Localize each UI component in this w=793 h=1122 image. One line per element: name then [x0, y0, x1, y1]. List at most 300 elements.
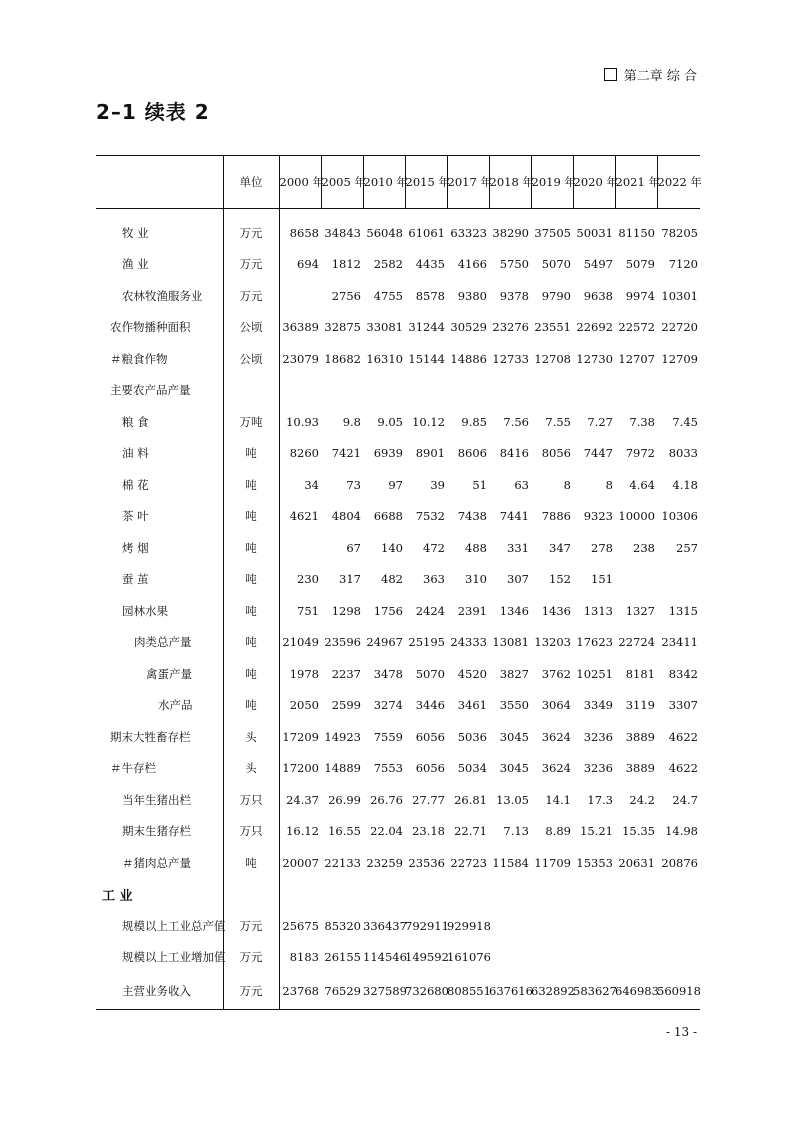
table-cell: 61061 — [408, 225, 445, 240]
table-row — [96, 209, 700, 249]
table-cell — [615, 564, 657, 596]
table-cell: 14.1 — [545, 792, 571, 807]
row-unit: 万元 — [223, 973, 279, 1010]
table-cell: 4622 — [668, 729, 698, 744]
table-cell: 17.3 — [587, 792, 613, 807]
table-row — [96, 816, 700, 848]
table-cell — [321, 375, 363, 407]
table-cell: 13203 — [534, 635, 571, 650]
table-row — [96, 375, 700, 407]
table-cell: 12707 — [618, 351, 655, 366]
table-cell: 14.98 — [665, 824, 698, 839]
table-cell: 11584 — [492, 855, 529, 870]
table-cell: 8606 — [457, 446, 487, 461]
table-row — [96, 627, 700, 659]
table-row — [96, 658, 700, 690]
statistics-table — [96, 155, 700, 1010]
table-cell: 9790 — [541, 288, 571, 303]
table-cell — [447, 879, 489, 911]
header-year: 2021 年 — [615, 156, 657, 209]
table-cell: 646983 — [615, 973, 657, 1010]
table-cell — [657, 375, 700, 407]
row-label: 工 业 — [102, 888, 133, 904]
table-cell — [615, 910, 657, 942]
table-cell — [363, 375, 405, 407]
table-cell: 7120 — [668, 257, 698, 272]
table-row — [96, 280, 700, 312]
table-cell: 76529 — [321, 973, 363, 1010]
row-label: 牧 业 — [122, 225, 149, 240]
table-cell: 278 — [591, 540, 613, 555]
data-table-container — [96, 155, 700, 1010]
table-cell: 4166 — [457, 257, 487, 272]
table-cell: 73 — [346, 477, 361, 492]
table-cell: 363 — [423, 572, 445, 587]
table-cell: 7.13 — [503, 824, 529, 839]
table-cell: 36389 — [282, 320, 319, 335]
row-unit: 吨 — [223, 438, 279, 470]
table-cell: 15353 — [576, 855, 613, 870]
row-label: 水产品 — [158, 698, 193, 713]
table-row — [96, 847, 700, 879]
table-title: 2–1 续表 2 — [96, 100, 210, 124]
row-unit — [223, 879, 279, 911]
row-unit: 吨 — [223, 690, 279, 722]
table-cell: 23259 — [366, 855, 403, 870]
table-cell: 12708 — [534, 351, 571, 366]
table-cell: 2424 — [415, 603, 445, 618]
table-cell: 114546 — [363, 950, 407, 965]
table-cell: 8901 — [415, 446, 445, 461]
row-label: 规模以上工业增加值 — [122, 950, 226, 965]
row-label: 蚕 茧 — [122, 572, 149, 587]
table-cell: 3762 — [541, 666, 571, 681]
table-cell — [657, 879, 700, 911]
table-cell — [531, 375, 573, 407]
row-unit: 吨 — [223, 658, 279, 690]
row-label: 肉类总产量 — [134, 635, 192, 650]
table-cell: 808551 — [447, 973, 489, 1010]
table-cell: 25195 — [408, 635, 445, 650]
table-row — [96, 784, 700, 816]
table-cell: 10.93 — [286, 414, 319, 429]
table-cell: 24.37 — [286, 792, 319, 807]
row-unit: 公顷 — [223, 312, 279, 344]
table-cell: 14923 — [324, 729, 361, 744]
table-cell: 151 — [591, 572, 613, 587]
table-cell: 3307 — [668, 698, 698, 713]
table-cell: 4622 — [668, 761, 698, 776]
table-cell: 12730 — [576, 351, 613, 366]
table-cell: 20876 — [661, 855, 698, 870]
table-cell: 10000 — [618, 509, 655, 524]
table-cell — [363, 879, 405, 911]
table-cell: 3236 — [583, 761, 613, 776]
table-cell: 39 — [430, 477, 445, 492]
table-cell: 34 — [304, 477, 319, 492]
table-cell — [321, 879, 363, 911]
table-cell: 317 — [339, 572, 361, 587]
table-cell: 26155 — [324, 950, 361, 965]
table-cell — [489, 375, 531, 407]
row-label: 茶 叶 — [122, 509, 149, 524]
table-cell: 2582 — [373, 257, 403, 272]
table-cell: 6056 — [415, 761, 445, 776]
header-blank — [96, 156, 223, 209]
table-cell: 238 — [633, 540, 655, 555]
table-cell — [615, 879, 657, 911]
table-cell: 5070 — [541, 257, 571, 272]
row-unit: 万元 — [223, 209, 279, 249]
table-cell: 331 — [507, 540, 529, 555]
row-label: 棉 花 — [122, 477, 149, 492]
table-cell: 4621 — [289, 509, 319, 524]
table-cell: 13081 — [492, 635, 529, 650]
table-cell: 488 — [465, 540, 487, 555]
table-cell: 257 — [676, 540, 698, 555]
table-cell: 56048 — [366, 225, 403, 240]
table-cell: 5750 — [499, 257, 529, 272]
table-cell: 24967 — [366, 635, 403, 650]
table-cell: 8033 — [668, 446, 698, 461]
table-cell: 7559 — [373, 729, 403, 744]
row-unit: 吨 — [223, 595, 279, 627]
header-year: 2020 年 — [573, 156, 615, 209]
table-cell — [531, 942, 573, 974]
row-label: 烤 烟 — [122, 540, 149, 555]
table-row — [96, 406, 700, 438]
table-cell: 792911 — [405, 918, 449, 933]
table-cell: 5036 — [457, 729, 487, 744]
table-cell: 3045 — [499, 729, 529, 744]
table-cell: 637616 — [489, 973, 531, 1010]
table-cell: 4520 — [457, 666, 487, 681]
table-cell — [279, 375, 321, 407]
table-cell — [573, 375, 615, 407]
table-cell: 27.77 — [412, 792, 445, 807]
row-label: 主要农产品产量 — [110, 383, 191, 398]
table-cell: 3624 — [541, 729, 571, 744]
table-cell: 7.27 — [587, 414, 613, 429]
table-cell: 97 — [388, 477, 403, 492]
table-cell: 32875 — [324, 320, 361, 335]
table-cell: 11709 — [534, 855, 571, 870]
table-cell: 8578 — [415, 288, 445, 303]
row-label: 粮 食 — [122, 414, 149, 429]
table-cell: 6939 — [373, 446, 403, 461]
row-unit: 万吨 — [223, 406, 279, 438]
table-row — [96, 973, 700, 1010]
row-unit: 万元 — [223, 942, 279, 974]
table-cell: 5070 — [415, 666, 445, 681]
table-cell: 10306 — [661, 509, 698, 524]
table-cell: 3624 — [541, 761, 571, 776]
table-cell: 85320 — [324, 918, 361, 933]
row-label: 期末生猪存栏 — [122, 824, 191, 839]
row-unit: 吨 — [223, 501, 279, 533]
table-row — [96, 249, 700, 281]
table-cell: 7.45 — [672, 414, 698, 429]
table-cell: 51 — [472, 477, 487, 492]
table-cell: 78205 — [661, 225, 698, 240]
table-cell: 22133 — [324, 855, 361, 870]
table-cell: 3446 — [415, 698, 445, 713]
table-cell: 3827 — [499, 666, 529, 681]
chapter-title: 第二章 综 合 — [623, 69, 697, 84]
table-cell: 7.55 — [545, 414, 571, 429]
table-cell: 8416 — [499, 446, 529, 461]
table-cell: 10301 — [661, 288, 698, 303]
table-cell: 22720 — [661, 320, 698, 335]
header-unit: 单位 — [223, 156, 279, 209]
table-cell: 22692 — [576, 320, 613, 335]
table-cell: 8 — [605, 477, 613, 492]
table-cell: 3064 — [541, 698, 571, 713]
table-cell: 3236 — [583, 729, 613, 744]
table-cell — [405, 375, 447, 407]
table-cell: 38290 — [492, 225, 529, 240]
table-cell: 10.12 — [412, 414, 445, 429]
table-cell: 1327 — [625, 603, 655, 618]
table-cell: 2391 — [457, 603, 487, 618]
row-label: 禽蛋产量 — [146, 666, 192, 681]
table-cell: 2756 — [331, 288, 361, 303]
table-cell — [657, 910, 700, 942]
table-cell: 140 — [381, 540, 403, 555]
table-cell: 632892 — [531, 973, 573, 1010]
table-cell: 13.05 — [496, 792, 529, 807]
table-cell: 16.12 — [286, 824, 319, 839]
table-row — [96, 595, 700, 627]
header-year: 2000 年 — [279, 156, 321, 209]
table-cell: 161076 — [447, 950, 491, 965]
table-cell — [615, 375, 657, 407]
table-cell: 583627 — [573, 973, 615, 1010]
table-cell: 4435 — [415, 257, 445, 272]
table-cell: 3349 — [583, 698, 613, 713]
table-cell: 26.81 — [454, 792, 487, 807]
row-label: 主营业务收入 — [96, 973, 223, 1010]
table-cell: 24.2 — [629, 792, 655, 807]
table-row — [96, 312, 700, 344]
table-cell: 8056 — [541, 446, 571, 461]
table-cell: 23411 — [661, 635, 698, 650]
table-header-row — [96, 156, 700, 209]
table-cell: 20631 — [618, 855, 655, 870]
table-cell: 8260 — [289, 446, 319, 461]
row-label: ＃牛存栏 — [110, 761, 156, 776]
table-cell: 8342 — [668, 666, 698, 681]
table-cell — [615, 942, 657, 974]
table-cell: 22572 — [618, 320, 655, 335]
table-cell: 9323 — [583, 509, 613, 524]
table-cell: 26.99 — [328, 792, 361, 807]
table-cell — [531, 910, 573, 942]
table-cell — [573, 879, 615, 911]
table-cell: 4804 — [331, 509, 361, 524]
table-cell: 9.8 — [342, 414, 361, 429]
table-cell: 307 — [507, 572, 529, 587]
table-cell — [489, 910, 531, 942]
row-label: 农林牧渔服务业 — [122, 288, 203, 303]
table-cell: 149592 — [405, 950, 449, 965]
table-cell: 1978 — [289, 666, 319, 681]
table-cell: 4.64 — [629, 477, 655, 492]
header-year: 2019 年 — [531, 156, 573, 209]
table-cell: 8.89 — [545, 824, 571, 839]
table-cell: 24333 — [450, 635, 487, 650]
row-label: 期末大牲畜存栏 — [110, 729, 191, 744]
table-cell: 18682 — [324, 351, 361, 366]
table-row — [96, 438, 700, 470]
table-cell: 7886 — [541, 509, 571, 524]
table-cell: 1313 — [583, 603, 613, 618]
table-cell: 8181 — [625, 666, 655, 681]
row-unit: 万只 — [223, 816, 279, 848]
row-unit: 万元 — [223, 910, 279, 942]
table-cell: 7553 — [373, 761, 403, 776]
table-cell: 9974 — [625, 288, 655, 303]
header-year: 2022 年 — [657, 156, 700, 209]
table-cell: 33081 — [366, 320, 403, 335]
table-cell: 3478 — [373, 666, 403, 681]
table-row — [96, 343, 700, 375]
table-cell: 22.71 — [454, 824, 487, 839]
table-cell — [489, 879, 531, 911]
row-unit: 万元 — [223, 249, 279, 281]
table-cell — [573, 910, 615, 942]
square-icon — [604, 68, 617, 81]
table-cell: 21049 — [282, 635, 319, 650]
row-unit: 吨 — [223, 564, 279, 596]
row-label: 渔 业 — [122, 257, 149, 272]
table-cell: 7421 — [331, 446, 361, 461]
header-year: 2018 年 — [489, 156, 531, 209]
table-cell: 5079 — [625, 257, 655, 272]
table-cell — [657, 942, 700, 974]
table-cell: 7.56 — [503, 414, 529, 429]
table-row — [96, 469, 700, 501]
table-cell: 67 — [346, 540, 361, 555]
header-year: 2010 年 — [363, 156, 405, 209]
table-cell: 560918 — [657, 973, 700, 1010]
table-cell: 7441 — [499, 509, 529, 524]
table-cell — [447, 375, 489, 407]
table-cell: 694 — [297, 257, 319, 272]
table-cell: 9380 — [457, 288, 487, 303]
row-unit: 吨 — [223, 627, 279, 659]
table-cell: 336437 — [363, 918, 407, 933]
table-cell: 22.04 — [370, 824, 403, 839]
table-cell: 17209 — [282, 729, 319, 744]
table-cell: 1315 — [668, 603, 698, 618]
table-cell: 8658 — [289, 225, 319, 240]
table-cell: 23551 — [534, 320, 571, 335]
table-cell: 3889 — [625, 729, 655, 744]
table-row — [96, 721, 700, 753]
table-cell: 31244 — [408, 320, 445, 335]
header-year: 2015 年 — [405, 156, 447, 209]
table-cell: 5497 — [583, 257, 613, 272]
table-cell — [279, 532, 321, 564]
table-cell: 5034 — [457, 761, 487, 776]
row-unit: 头 — [223, 753, 279, 785]
table-row — [96, 501, 700, 533]
table-cell: 26.76 — [370, 792, 403, 807]
row-label: 园林水果 — [122, 603, 168, 618]
table-cell: 2599 — [331, 698, 361, 713]
table-cell: 2050 — [289, 698, 319, 713]
table-cell — [489, 942, 531, 974]
table-cell: 9.85 — [461, 414, 487, 429]
table-cell: 3274 — [373, 698, 403, 713]
table-cell: 10251 — [576, 666, 613, 681]
table-cell: 17623 — [576, 635, 613, 650]
table-cell: 1756 — [373, 603, 403, 618]
table-cell: 9638 — [583, 288, 613, 303]
table-cell: 347 — [549, 540, 571, 555]
row-label: 规模以上工业总产值 — [122, 918, 226, 933]
table-cell: 3119 — [625, 698, 655, 713]
table-cell: 8 — [563, 477, 571, 492]
table-cell: 22724 — [618, 635, 655, 650]
table-cell: 16.55 — [328, 824, 361, 839]
table-cell — [405, 879, 447, 911]
row-label: 当年生猪出栏 — [122, 792, 191, 807]
table-cell: 3889 — [625, 761, 655, 776]
row-label: 农作物播种面积 — [110, 320, 191, 335]
table-cell: 482 — [381, 572, 403, 587]
row-label: ＃粮食作物 — [110, 351, 168, 366]
table-cell: 7438 — [457, 509, 487, 524]
table-row — [96, 753, 700, 785]
table-cell: 16310 — [366, 351, 403, 366]
row-unit: 吨 — [223, 847, 279, 879]
table-cell: 4.18 — [672, 477, 698, 492]
table-cell: 20007 — [282, 855, 319, 870]
table-cell: 30529 — [450, 320, 487, 335]
table-cell: 23.18 — [412, 824, 445, 839]
table-row — [96, 564, 700, 596]
table-cell: 6056 — [415, 729, 445, 744]
table-cell: 23768 — [279, 973, 321, 1010]
table-cell: 1298 — [331, 603, 361, 618]
table-cell: 732680 — [405, 973, 447, 1010]
table-cell: 230 — [297, 572, 319, 587]
table-cell: 15144 — [408, 351, 445, 366]
row-unit — [223, 375, 279, 407]
table-cell: 23079 — [282, 351, 319, 366]
table-cell: 12709 — [661, 351, 698, 366]
table-cell: 63323 — [450, 225, 487, 240]
table-cell: 1436 — [541, 603, 571, 618]
row-unit: 公顷 — [223, 343, 279, 375]
table-cell: 6688 — [373, 509, 403, 524]
table-cell: 7532 — [415, 509, 445, 524]
table-cell: 15.35 — [622, 824, 655, 839]
table-cell: 23596 — [324, 635, 361, 650]
table-cell: 7972 — [625, 446, 655, 461]
table-row — [96, 532, 700, 564]
table-cell: 34843 — [324, 225, 361, 240]
table-cell: 751 — [297, 603, 319, 618]
header-year: 2005 年 — [321, 156, 363, 209]
table-cell: 4755 — [373, 288, 403, 303]
table-cell: 7447 — [583, 446, 613, 461]
table-cell — [279, 879, 321, 911]
row-unit: 万只 — [223, 784, 279, 816]
row-unit: 吨 — [223, 469, 279, 501]
